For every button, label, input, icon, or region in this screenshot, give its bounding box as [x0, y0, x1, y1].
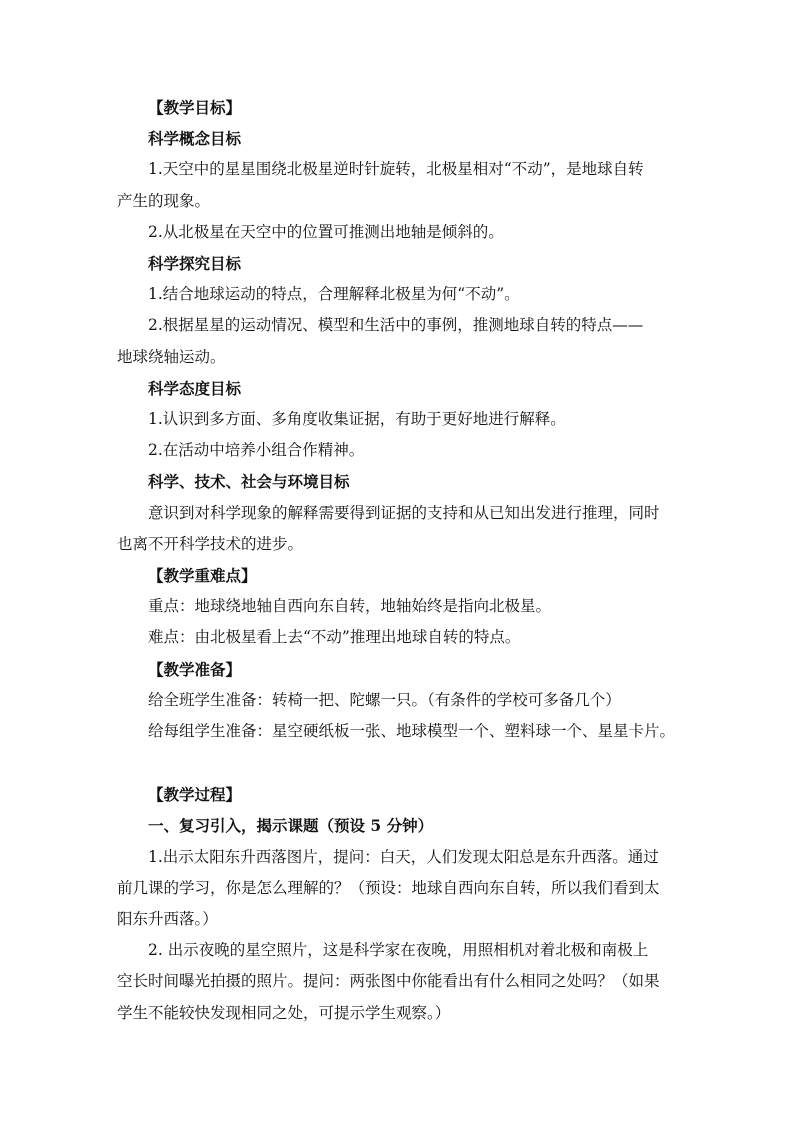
- concept-heading: 科学概念目标: [148, 129, 242, 149]
- preparation-class: 给全班学生准备：转椅一把、陀螺一只。（有条件的学校可多备几个）: [148, 690, 621, 709]
- paragraph-1-line-2: 前几课的学习，你是怎么理解的？（预设：地球自西向东自转，所以我们看到太: [117, 878, 660, 897]
- inquiry-2-line-1: 2.根据星星的运动情况、模型和生活中的事例，推测地球自转的特点——: [148, 316, 644, 335]
- difficult-point: 难点：由北极星看上去“不动”推理出地球自转的特点。: [148, 628, 521, 647]
- part-1-heading: 一、复习引入，揭示课题（预设 5 分钟）: [148, 816, 434, 836]
- concept-1-line-1: 1.天空中的星星围绕北极星逆时针旋转，北极星相对“不动”，是地球自转: [148, 160, 644, 179]
- paragraph-1-line-1: 1.出示太阳东升西落图片，提问：白天，人们发现太阳总是东升西落。通过: [148, 847, 659, 866]
- paragraph-2-line-2: 空长时间曝光拍摄的照片。提问：两张图中你能看出有什么相同之处吗？（如果: [117, 972, 660, 991]
- attitude-2: 2.在活动中培养小组合作精神。: [148, 441, 365, 460]
- stse-heading: 科学、技术、社会与环境目标: [148, 472, 350, 492]
- key-points-heading: 【教学重难点】: [148, 566, 257, 586]
- concept-2: 2.从北极星在天空中的位置可推测出地轴是倾斜的。: [148, 222, 504, 241]
- paragraph-2-line-3: 学生不能较快发现相同之处，可提示学生观察。）: [117, 1003, 451, 1022]
- inquiry-1: 1.结合地球运动的特点，合理解释北极星为何“不动”。: [148, 285, 520, 304]
- stse-line-2: 也离不开科学技术的进步。: [117, 534, 304, 553]
- preparation-group: 给每组学生准备：星空硬纸板一张、地球模型一个、塑料球一个、星星卡片。: [148, 722, 676, 741]
- preparation-heading: 【教学准备】: [148, 659, 242, 679]
- process-heading: 【教学过程】: [148, 785, 242, 805]
- attitude-1: 1.认识到多方面、多角度收集证据，有助于更好地进行解释。: [148, 410, 566, 429]
- blank-line: [117, 747, 678, 779]
- concept-1-line-2: 产生的现象。: [117, 191, 211, 210]
- paragraph-1-line-3: 阳东升西落。）: [117, 910, 218, 929]
- paragraph-2-line-1: 2. 出示夜晚的星空照片，这是科学家在夜晚，用照相机对着北极和南极上: [148, 941, 649, 960]
- inquiry-heading: 科学探究目标: [148, 254, 242, 274]
- inquiry-2-line-2: 地球绕轴运动。: [117, 347, 226, 366]
- key-point: 重点：地球绕地轴自西向东自转，地轴始终是指向北极星。: [148, 597, 552, 616]
- attitude-heading: 科学态度目标: [148, 378, 242, 398]
- goals-heading: 【教学目标】: [148, 98, 242, 117]
- stse-line-1: 意识到对科学现象的解释需要得到证据的支持和从已知出发进行推理，同时: [148, 503, 660, 522]
